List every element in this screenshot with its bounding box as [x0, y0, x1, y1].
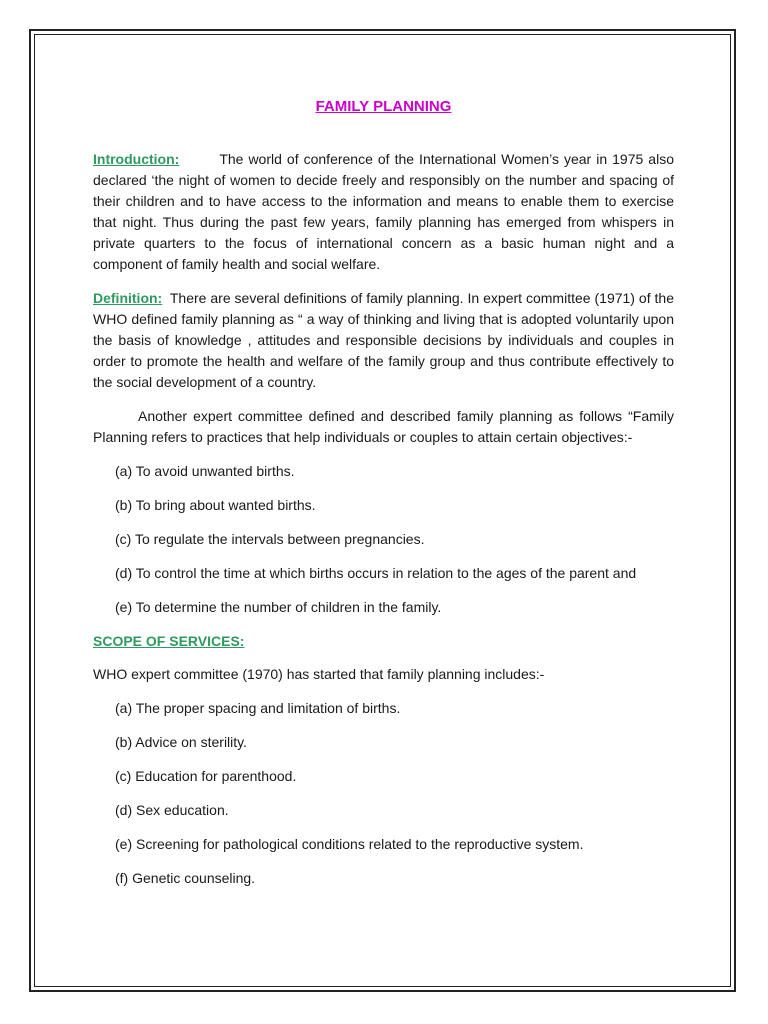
- scope-list: [93, 698, 674, 889]
- list-item: (b) To bring about wanted births.: [115, 497, 316, 513]
- list-item: (f) Genetic counseling.: [115, 870, 256, 886]
- list-item: (a) To avoid unwanted births.: [115, 463, 295, 479]
- list-item: (e) To determine the number of children in the family.: [115, 599, 442, 615]
- definition-paragraph: [93, 288, 674, 393]
- list-item: (c) Education for parenthood.: [115, 768, 297, 784]
- scope-paragraph: [93, 631, 674, 652]
- introduction-text: The world of conference of the International Women’s year in 1975 also declared ‘the night of women to decide freely and responsibly on the number and spacing of their children and to have access to the information and means to enable them to exercise that night. Thus during the past few years, family planning has emerged from whispers in private quarters to the focus of international concern as a basic human night and a component of family health and social welfare.: [93, 151, 674, 272]
- list-item: (d) To control the time at which births occurs in relation to the ages of the parent and: [115, 565, 637, 581]
- list-item: (e) Screening for pathological conditions related to the reproductive system.: [115, 836, 584, 852]
- objectives-list: [93, 461, 674, 618]
- list-item: (d) Sex education.: [115, 802, 229, 818]
- list-item: (b) Advice on sterility.: [115, 734, 248, 750]
- list-item: (a) The proper spacing and limitation of births.: [115, 700, 401, 716]
- definition-label: Definition:: [93, 290, 163, 306]
- another-committee-paragraph: Another expert committee defined and described family planning as follows “Family Planning refers to practices that help individuals or couples to attain certain objectives:-: [93, 408, 674, 445]
- document-body: [93, 96, 674, 902]
- scope-intro: WHO expert committee (1970) has started that family planning includes:-: [93, 666, 545, 682]
- introduction-label: Introduction:: [93, 151, 180, 167]
- scope-heading: SCOPE OF SERVICES:: [93, 633, 245, 649]
- definition-text: There are several definitions of family planning. In expert committee (1971) of the WHO defined family planning as “ a way of thinking and living that is adopted voluntarily upon the basis of knowledge , attitudes and responsible decisions by individuals and couples in order to promote the health and welfare of the family group and thus contribute effectively to the social development of a country.: [93, 290, 674, 390]
- page-title: FAMILY PLANNING: [315, 98, 452, 115]
- list-item: (c) To regulate the intervals between pregnancies.: [115, 531, 425, 547]
- introduction-paragraph: [93, 149, 674, 275]
